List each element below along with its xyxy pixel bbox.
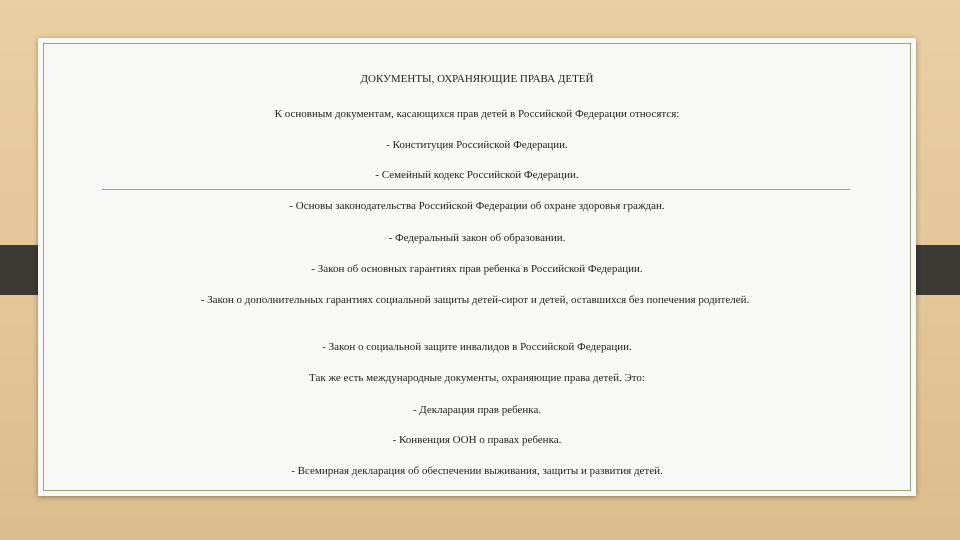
slide-title: ДОКУМЕНТЫ, ОХРАНЯЮЩИЕ ПРАВА ДЕТЕЙ <box>360 73 594 85</box>
international-intro: Так же есть международные документы, охраняющие права детей. Это: <box>309 372 645 384</box>
list-item: - Семейный кодекс Российской Федерации. <box>375 169 579 181</box>
intro-text: К основным документам, касающихся прав детей в Российской Федерации относятся: <box>274 108 680 120</box>
list-item: - Всемирная декларация об обеспечении выживания, защиты и развития детей. <box>291 465 663 477</box>
list-item: - Закон об основных гарантиях прав ребенка в Российской Федерации. <box>311 263 643 275</box>
list-item: - Конституция Российской Федерации. <box>386 139 568 151</box>
list-item: - Закон о социальной защите инвалидов в Российской Федерации. <box>322 341 632 353</box>
list-item: - Конвенция ООН о правах ребенка. <box>392 434 562 446</box>
list-item: - Основы законодательства Российской Федерации об охране здоровья граждан. <box>289 200 665 212</box>
list-item: - Федеральный закон об образовании. <box>388 232 566 244</box>
list-item: - Декларация прав ребенка. <box>412 404 542 416</box>
list-item: - Закон о дополнительных гарантиях социальной защиты детей-сирот и детей, оставшихся без попечения родителей. <box>200 294 750 306</box>
divider-line <box>102 189 850 190</box>
